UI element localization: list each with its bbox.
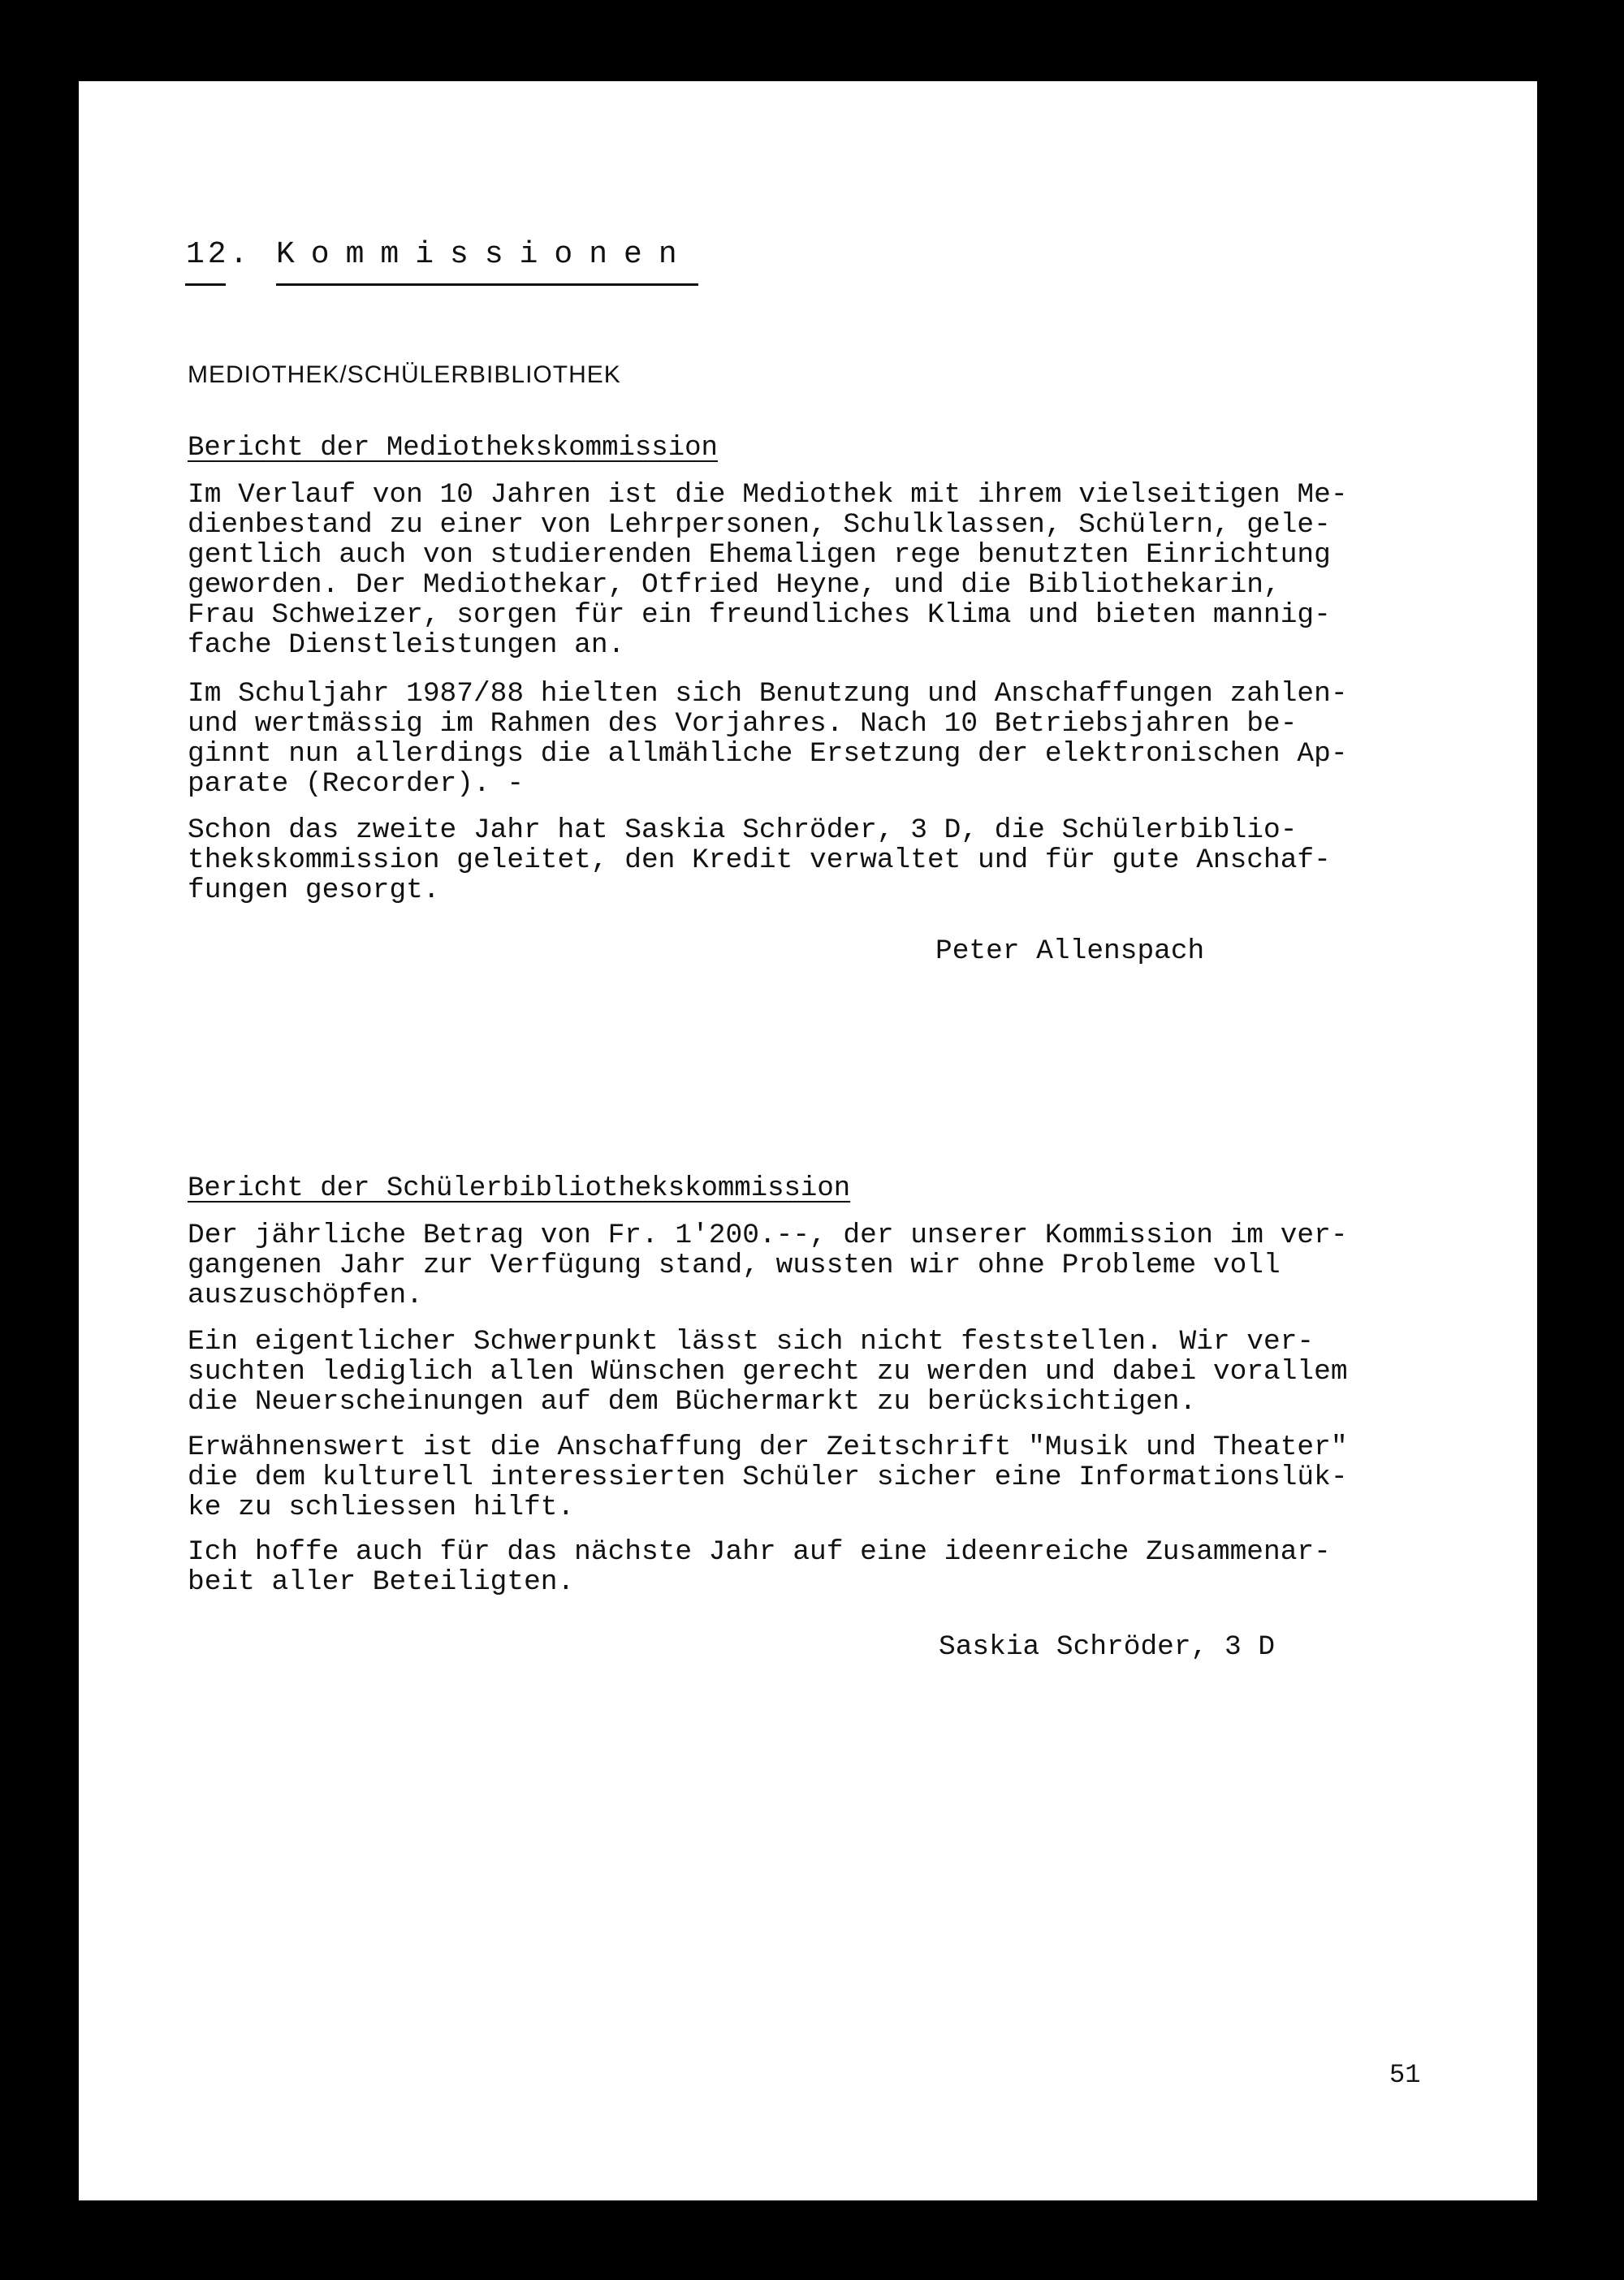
chapter-title-underline — [276, 283, 698, 286]
section-label: MEDIOTHEK/SCHÜLERBIBLIOTHEK — [188, 361, 621, 388]
mediothek-signature: Peter Allenspach — [935, 935, 1205, 967]
document-page — [79, 81, 1537, 2200]
mediothek-paragraph-1: Im Verlauf von 10 Jahren ist die Mediothek mit ihrem vielseitigen Me- dienbestand zu einer von Lehrpersonen, Schulklassen, Schülern, gele- gentlich auch von studierenden Ehemaligen rege benutzten Einrichtung geworden. Der Mediothekar, Otfried Heyne, und die Bibliothekarin, Frau Schweizer, sorgen für ein freundliches Klima und bieten mannig- fache Dienstleistungen an. — [188, 479, 1348, 661]
page-number: 51 — [1389, 2060, 1421, 2090]
schuelerbibliothek-paragraph-1: Der jährliche Betrag von Fr. 1'200.--, der unserer Kommission im ver- gangenen Jahr zur Verfügung stand, wussten wir ohne Probleme voll auszuschöpfen. — [188, 1220, 1348, 1311]
mediothek-paragraph-2: Im Schuljahr 1987/88 hielten sich Benutzung und Anschaffungen zahlen- und wertmässig im Rahmen des Vorjahres. Nach 10 Betriebsjahren be- ginnt nun allerdings die allmähliche Ersetzung der elektronischen Ap- parate (Recorder). - — [188, 678, 1348, 800]
mediothek-paragraph-3: Schon das zweite Jahr hat Saskia Schröder, 3 D, die Schülerbiblio- thekskommission geleitet, den Kredit verwaltet und für gute Anschaf- fungen gesorgt. — [188, 814, 1331, 906]
schuelerbibliothek-paragraph-4: Ich hoffe auch für das nächste Jahr auf eine ideenreiche Zusammenar- beit aller Beteiligten. — [188, 1536, 1331, 1598]
mediothek-report-title: Bericht der Mediothekskommission — [188, 433, 718, 464]
schuelerbibliothek-paragraph-3: Erwähnenswert ist die Anschaffung der Zeitschrift "Musik und Theater" die dem kulturell interessierten Schüler sicher eine Informationslük- ke zu schliessen hilft. — [188, 1431, 1348, 1523]
chapter-number: 12. — [186, 237, 252, 272]
chapter-title: Kommissionen — [276, 237, 693, 272]
schuelerbibliothek-report-title: Bericht der Schülerbibliothekskommission — [188, 1173, 851, 1204]
schuelerbibliothek-signature: Saskia Schröder, 3 D — [939, 1631, 1276, 1663]
schuelerbibliothek-paragraph-2: Ein eigentlicher Schwerpunkt lässt sich nicht feststellen. Wir ver- suchten lediglich allen Wünschen gerecht zu werden und dabei vorallem die Neuerscheinungen auf dem Büchermarkt zu berücksichtigen. — [188, 1326, 1348, 1418]
chapter-number-underline — [185, 283, 226, 286]
